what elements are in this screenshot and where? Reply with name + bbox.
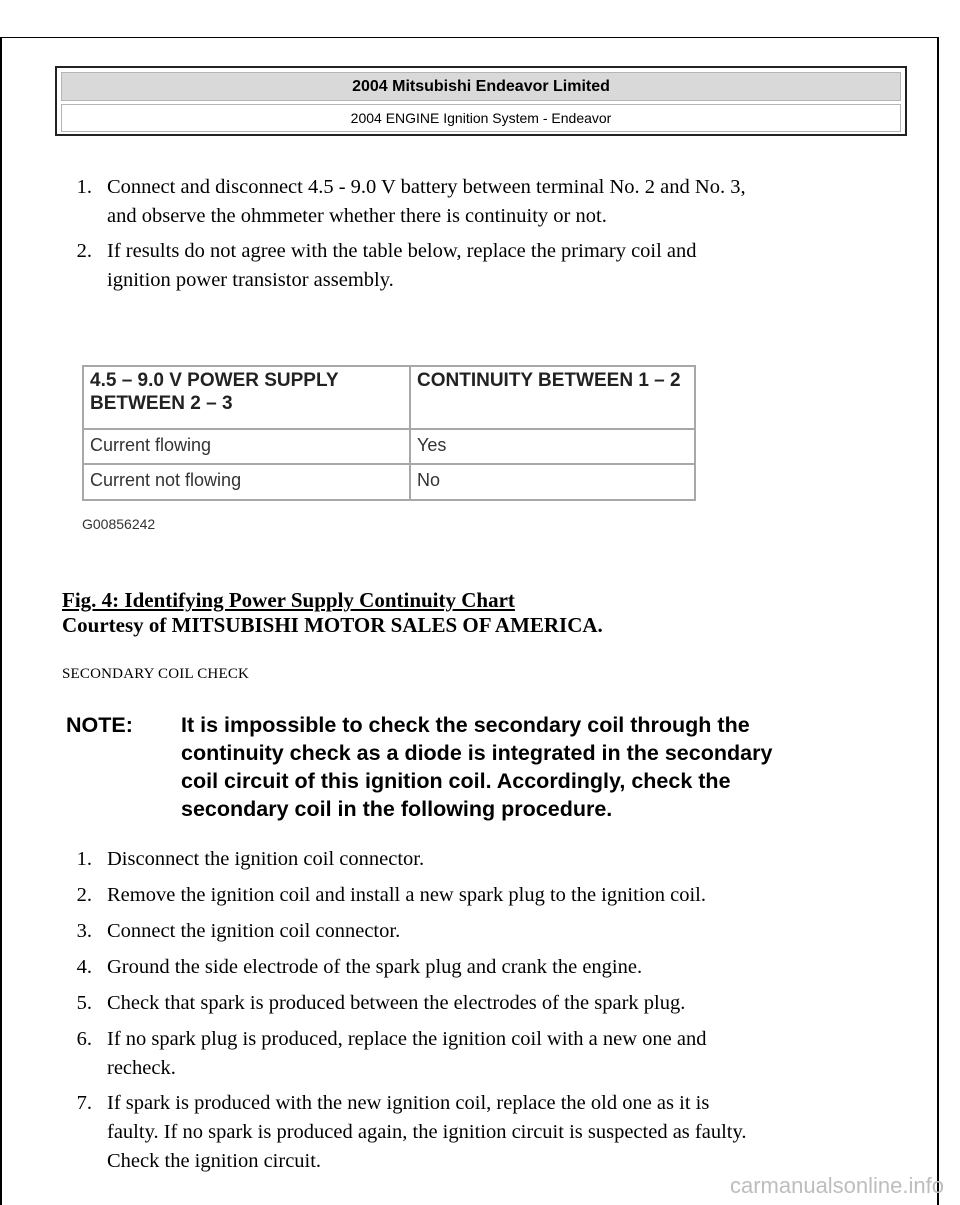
step-text: Connect the ignition coil connector. bbox=[107, 920, 401, 942]
step-text bbox=[107, 1025, 907, 1083]
caption-title: Fig. 4: Identifying Power Supply Continuity Chart bbox=[62, 588, 515, 612]
step-text bbox=[107, 1089, 907, 1176]
step-text: Ground the side electrode of the spark plug and crank the engine. bbox=[107, 956, 643, 978]
watermark: carmanualsonline.info bbox=[729, 1173, 944, 1198]
step-text bbox=[107, 237, 907, 295]
note-label: NOTE: bbox=[66, 713, 133, 737]
note-line: secondary coil in the following procedure. bbox=[181, 797, 613, 821]
table-cell: Current flowing bbox=[83, 429, 410, 465]
step-number: 4. bbox=[76, 956, 92, 978]
step-text bbox=[107, 173, 907, 231]
header-subtitle: 2004 ENGINE Ignition System - Endeavor bbox=[61, 104, 901, 132]
step-line: Check the ignition circuit. bbox=[107, 1150, 322, 1172]
table-cell: No bbox=[410, 464, 695, 500]
step-number: 1. bbox=[76, 848, 92, 870]
table-cell: Yes bbox=[410, 429, 695, 465]
section-title: SECONDARY COIL CHECK bbox=[62, 666, 250, 682]
step-text: Check that spark is produced between the electrodes of the spark plug. bbox=[107, 992, 686, 1014]
step-text: Remove the ignition coil and install a new spark plug to the ignition coil. bbox=[107, 884, 706, 906]
table-header-cell: 4.5 – 9.0 V POWER SUPPLY BETWEEN 2 – 3 bbox=[83, 366, 410, 429]
caption-courtesy: Courtesy of MITSUBISHI MOTOR SALES OF AMERICA. bbox=[62, 613, 603, 637]
step-line: If spark is produced with the new ignition coil, replace the old one as it is bbox=[107, 1092, 710, 1114]
step-number: 1. bbox=[76, 176, 92, 198]
table-row bbox=[83, 464, 695, 500]
step-number: 2. bbox=[76, 884, 92, 906]
note-body bbox=[181, 711, 881, 823]
header-title: 2004 Mitsubishi Endeavor Limited bbox=[61, 72, 901, 101]
step-number: 5. bbox=[76, 992, 92, 1014]
step-number: 3. bbox=[76, 920, 92, 942]
table-cell: Current not flowing bbox=[83, 464, 410, 500]
note-line: continuity check as a diode is integrated in the secondary bbox=[181, 741, 773, 765]
step-line: and observe the ohmmeter whether there is continuity or not. bbox=[107, 205, 607, 227]
note-line: It is impossible to check the secondary coil through the bbox=[181, 713, 750, 737]
step-line: Connect and disconnect 4.5 - 9.0 V battery between terminal No. 2 and No. 3, bbox=[107, 176, 746, 198]
step-number: 2. bbox=[76, 240, 92, 262]
step-line: recheck. bbox=[107, 1057, 176, 1079]
step-line: ignition power transistor assembly. bbox=[107, 269, 394, 291]
step-number: 6. bbox=[76, 1028, 92, 1050]
continuity-table bbox=[82, 365, 696, 501]
step-line: If no spark plug is produced, replace the ignition coil with a new one and bbox=[107, 1028, 707, 1050]
document-header bbox=[55, 66, 907, 136]
note-line: coil circuit of this ignition coil. Accordingly, check the bbox=[181, 769, 731, 793]
step-text: Disconnect the ignition coil connector. bbox=[107, 848, 425, 870]
figure-caption bbox=[62, 588, 603, 638]
step-number: 7. bbox=[76, 1092, 92, 1114]
table-header-cell: CONTINUITY BETWEEN 1 – 2 bbox=[410, 366, 695, 429]
table-header-row bbox=[83, 366, 695, 429]
step-line: If results do not agree with the table below, replace the primary coil and bbox=[107, 240, 697, 262]
step-line: faulty. If no spark is produced again, the ignition circuit is suspected as faulty. bbox=[107, 1121, 747, 1143]
table-row bbox=[83, 429, 695, 465]
figure-id: G00856242 bbox=[82, 516, 156, 532]
